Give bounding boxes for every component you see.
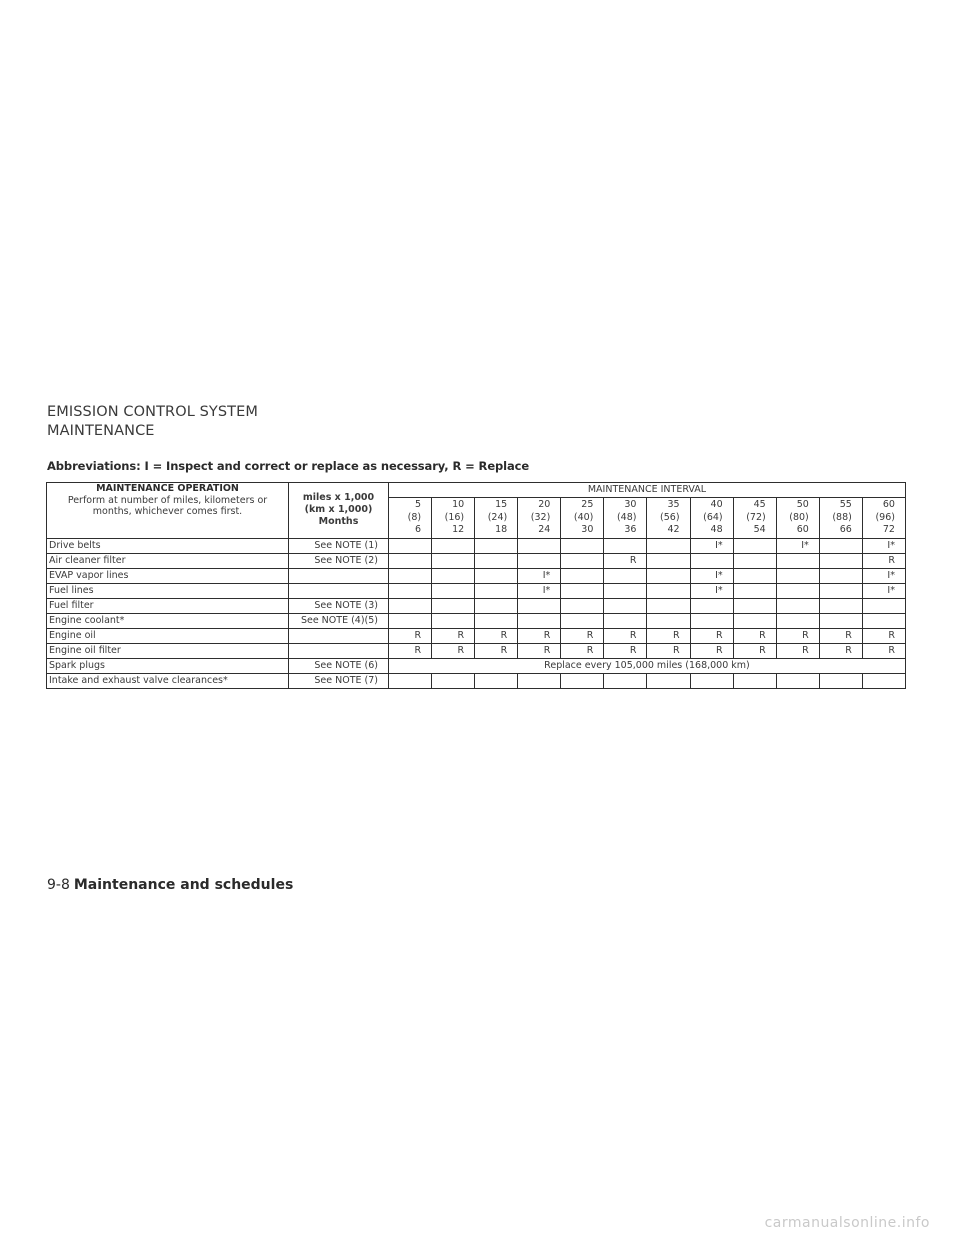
interval-km: (80) [789, 511, 809, 523]
table-row [47, 583, 906, 598]
interval-cell [776, 553, 819, 568]
table-row [47, 673, 906, 688]
table-row [47, 643, 906, 658]
interval-cell [819, 598, 862, 613]
interval-cell [819, 583, 862, 598]
interval-cell [432, 553, 475, 568]
interval-km: (88) [832, 511, 852, 523]
chapter-title: Maintenance and schedules [73, 877, 294, 893]
interval-cell [518, 673, 561, 688]
interval-cell [733, 583, 776, 598]
interval-km: (24) [487, 511, 508, 523]
interval-column-header [475, 498, 518, 539]
operation-name: Air cleaner filter [47, 553, 289, 568]
interval-cell: R [690, 628, 733, 643]
interval-cell [518, 553, 561, 568]
interval-cell: R [518, 643, 561, 658]
operation-name: Drive belts [47, 538, 289, 553]
interval-cell: R [432, 628, 475, 643]
section-title-line-1: EMISSION CONTROL SYSTEM [47, 404, 259, 420]
interval-cell [389, 553, 432, 568]
interval-cell: R [647, 643, 690, 658]
interval-cell [518, 598, 561, 613]
interval-cell: R [862, 553, 905, 568]
operation-note: See NOTE (4)(5) [289, 613, 389, 628]
operation-name: Engine coolant* [47, 613, 289, 628]
interval-cell: I* [518, 583, 561, 598]
operation-note: See NOTE (7) [289, 673, 389, 688]
interval-cell [776, 568, 819, 583]
interval-cell [432, 538, 475, 553]
interval-column-header [561, 498, 604, 539]
interval-cell [862, 613, 905, 628]
interval-cell [432, 568, 475, 583]
interval-months: 54 [753, 524, 766, 535]
interval-miles: 15 [495, 499, 508, 510]
interval-miles: 35 [667, 499, 680, 510]
interval-cell [604, 673, 647, 688]
operation-name: Engine oil [47, 628, 289, 643]
interval-column-header [819, 498, 862, 539]
interval-cell [475, 673, 518, 688]
operation-note: See NOTE (2) [289, 553, 389, 568]
interval-cell [475, 583, 518, 598]
interval-cell [518, 538, 561, 553]
interval-cell: R [604, 643, 647, 658]
interval-cell: I* [690, 583, 733, 598]
interval-column-header [690, 498, 733, 539]
interval-column-header [389, 498, 432, 539]
operation-name: Fuel filter [47, 598, 289, 613]
interval-cell [518, 613, 561, 628]
maintenance-schedule-table [46, 482, 906, 689]
interval-cell [862, 598, 905, 613]
interval-cell: I* [862, 583, 905, 598]
interval-cell: I* [518, 568, 561, 583]
interval-cell [475, 553, 518, 568]
operation-note [289, 628, 389, 643]
interval-miles: 25 [581, 499, 594, 510]
interval-cell [776, 613, 819, 628]
interval-cell [432, 583, 475, 598]
interval-cell [647, 613, 690, 628]
table-row [47, 598, 906, 613]
interval-cell: R [604, 628, 647, 643]
table-row [47, 568, 906, 583]
interval-cell [561, 613, 604, 628]
interval-column-header [432, 498, 475, 539]
interval-cell: R [776, 628, 819, 643]
interval-column-header [733, 498, 776, 539]
interval-cell [819, 613, 862, 628]
abbreviations-note: Abbreviations: I = Inspect and correct or replace as necessary, R = Replace [47, 459, 530, 473]
interval-cell [776, 583, 819, 598]
interval-months: 12 [452, 524, 465, 535]
table-row [47, 538, 906, 553]
table-body [47, 538, 906, 688]
interval-cell: R [432, 643, 475, 658]
interval-cell [475, 538, 518, 553]
interval-cell [733, 538, 776, 553]
interval-cell [561, 583, 604, 598]
interval-miles: 10 [452, 499, 465, 510]
operation-note: See NOTE (3) [289, 598, 389, 613]
interval-cell: R [518, 628, 561, 643]
interval-cell [647, 673, 690, 688]
maintenance-operation-header: MAINTENANCE OPERATION Perform at number of miles, kilometers or months, whichever comes first. [47, 483, 289, 539]
interval-cell: R [733, 628, 776, 643]
interval-cell [733, 568, 776, 583]
interval-span-note: Replace every 105,000 miles (168,000 km) [389, 658, 906, 673]
interval-cell [561, 553, 604, 568]
interval-cell: R [561, 628, 604, 643]
interval-cell: R [561, 643, 604, 658]
interval-miles: 5 [415, 499, 422, 510]
interval-months: 18 [495, 524, 508, 535]
interval-cell [690, 598, 733, 613]
interval-cell [647, 538, 690, 553]
interval-cell [690, 613, 733, 628]
operation-name: Fuel lines [47, 583, 289, 598]
interval-miles: 30 [624, 499, 637, 510]
interval-cell [819, 568, 862, 583]
interval-cell [475, 598, 518, 613]
interval-cell [647, 568, 690, 583]
interval-months: 30 [581, 524, 594, 535]
interval-km: (56) [660, 511, 680, 523]
interval-cell [604, 598, 647, 613]
interval-cell: R [819, 643, 862, 658]
interval-miles: 60 [882, 499, 895, 510]
interval-months: 24 [538, 524, 551, 535]
interval-cell [389, 598, 432, 613]
interval-cell [389, 583, 432, 598]
interval-cell [432, 598, 475, 613]
interval-cell: R [733, 643, 776, 658]
page-number: 9-8 [47, 877, 70, 893]
interval-km: (72) [746, 511, 766, 523]
interval-cell: R [690, 643, 733, 658]
interval-cell [690, 553, 733, 568]
interval-months: 42 [667, 524, 680, 535]
interval-cell: R [475, 628, 518, 643]
interval-cell: R [776, 643, 819, 658]
interval-cell: R [819, 628, 862, 643]
interval-cell: I* [862, 538, 905, 553]
interval-cell [561, 568, 604, 583]
interval-units-header: miles x 1,000 (km x 1,000) Months [289, 483, 389, 539]
interval-miles: 40 [710, 499, 723, 510]
interval-cell [604, 568, 647, 583]
interval-km: (16) [444, 511, 465, 523]
interval-cell [819, 553, 862, 568]
interval-months: 66 [839, 524, 852, 535]
interval-cell [733, 553, 776, 568]
interval-cell [389, 538, 432, 553]
interval-miles: 20 [538, 499, 551, 510]
operation-note [289, 583, 389, 598]
interval-miles: 55 [839, 499, 852, 510]
interval-column-header [776, 498, 819, 539]
page-footer [47, 877, 293, 893]
interval-cell [862, 673, 905, 688]
interval-cell [733, 598, 776, 613]
operation-note [289, 643, 389, 658]
interval-cell [776, 673, 819, 688]
interval-cell [733, 613, 776, 628]
interval-cell [776, 598, 819, 613]
interval-cell [475, 613, 518, 628]
interval-cell: R [475, 643, 518, 658]
interval-km: (64) [703, 511, 723, 523]
interval-miles: 45 [753, 499, 766, 510]
interval-months: 48 [710, 524, 723, 535]
interval-cell [561, 538, 604, 553]
interval-cell [604, 583, 647, 598]
operation-note [289, 568, 389, 583]
interval-column-header [518, 498, 561, 539]
interval-cell: I* [690, 538, 733, 553]
interval-cell [389, 568, 432, 583]
maintenance-interval-header: MAINTENANCE INTERVAL [389, 483, 906, 498]
interval-cell [819, 673, 862, 688]
interval-months: 72 [882, 524, 895, 535]
interval-cell: R [647, 628, 690, 643]
interval-cell: R [604, 553, 647, 568]
operation-name: Intake and exhaust valve clearances* [47, 673, 289, 688]
interval-cell: I* [690, 568, 733, 583]
table-row [47, 658, 906, 673]
table-row [47, 613, 906, 628]
interval-cell [647, 583, 690, 598]
interval-cell [475, 568, 518, 583]
interval-cell [389, 673, 432, 688]
interval-cell [389, 613, 432, 628]
interval-column-header [604, 498, 647, 539]
interval-cell: R [389, 628, 432, 643]
interval-cell [432, 673, 475, 688]
interval-cell [690, 673, 733, 688]
interval-months: 60 [796, 524, 809, 535]
interval-cell: R [389, 643, 432, 658]
interval-column-header [647, 498, 690, 539]
interval-cell [604, 538, 647, 553]
table-header [47, 483, 906, 539]
section-title [47, 403, 258, 440]
interval-cell [819, 538, 862, 553]
interval-cell [561, 673, 604, 688]
interval-cell: R [862, 628, 905, 643]
interval-cell [604, 613, 647, 628]
operation-name: Engine oil filter [47, 643, 289, 658]
interval-cell [647, 598, 690, 613]
interval-months: 6 [415, 524, 422, 535]
section-title-line-2: MAINTENANCE [47, 422, 155, 439]
interval-column-header [862, 498, 905, 539]
interval-cell: I* [776, 538, 819, 553]
interval-cell [647, 553, 690, 568]
interval-miles: 50 [796, 499, 809, 510]
operation-note: See NOTE (1) [289, 538, 389, 553]
interval-cell: R [862, 643, 905, 658]
interval-months: 36 [624, 524, 637, 535]
interval-km: (32) [530, 511, 551, 523]
interval-cell: I* [862, 568, 905, 583]
interval-km: (8) [407, 511, 422, 523]
table-row [47, 553, 906, 568]
interval-cell [432, 613, 475, 628]
interval-km: (96) [875, 511, 895, 523]
interval-cell [561, 598, 604, 613]
interval-km: (40) [573, 511, 594, 523]
watermark: carmanualsonline.info [764, 1215, 930, 1231]
operation-name: Spark plugs [47, 658, 289, 673]
operation-name: EVAP vapor lines [47, 568, 289, 583]
table-row [47, 628, 906, 643]
interval-cell [733, 673, 776, 688]
interval-km: (48) [616, 511, 637, 523]
operation-note: See NOTE (6) [289, 658, 389, 673]
